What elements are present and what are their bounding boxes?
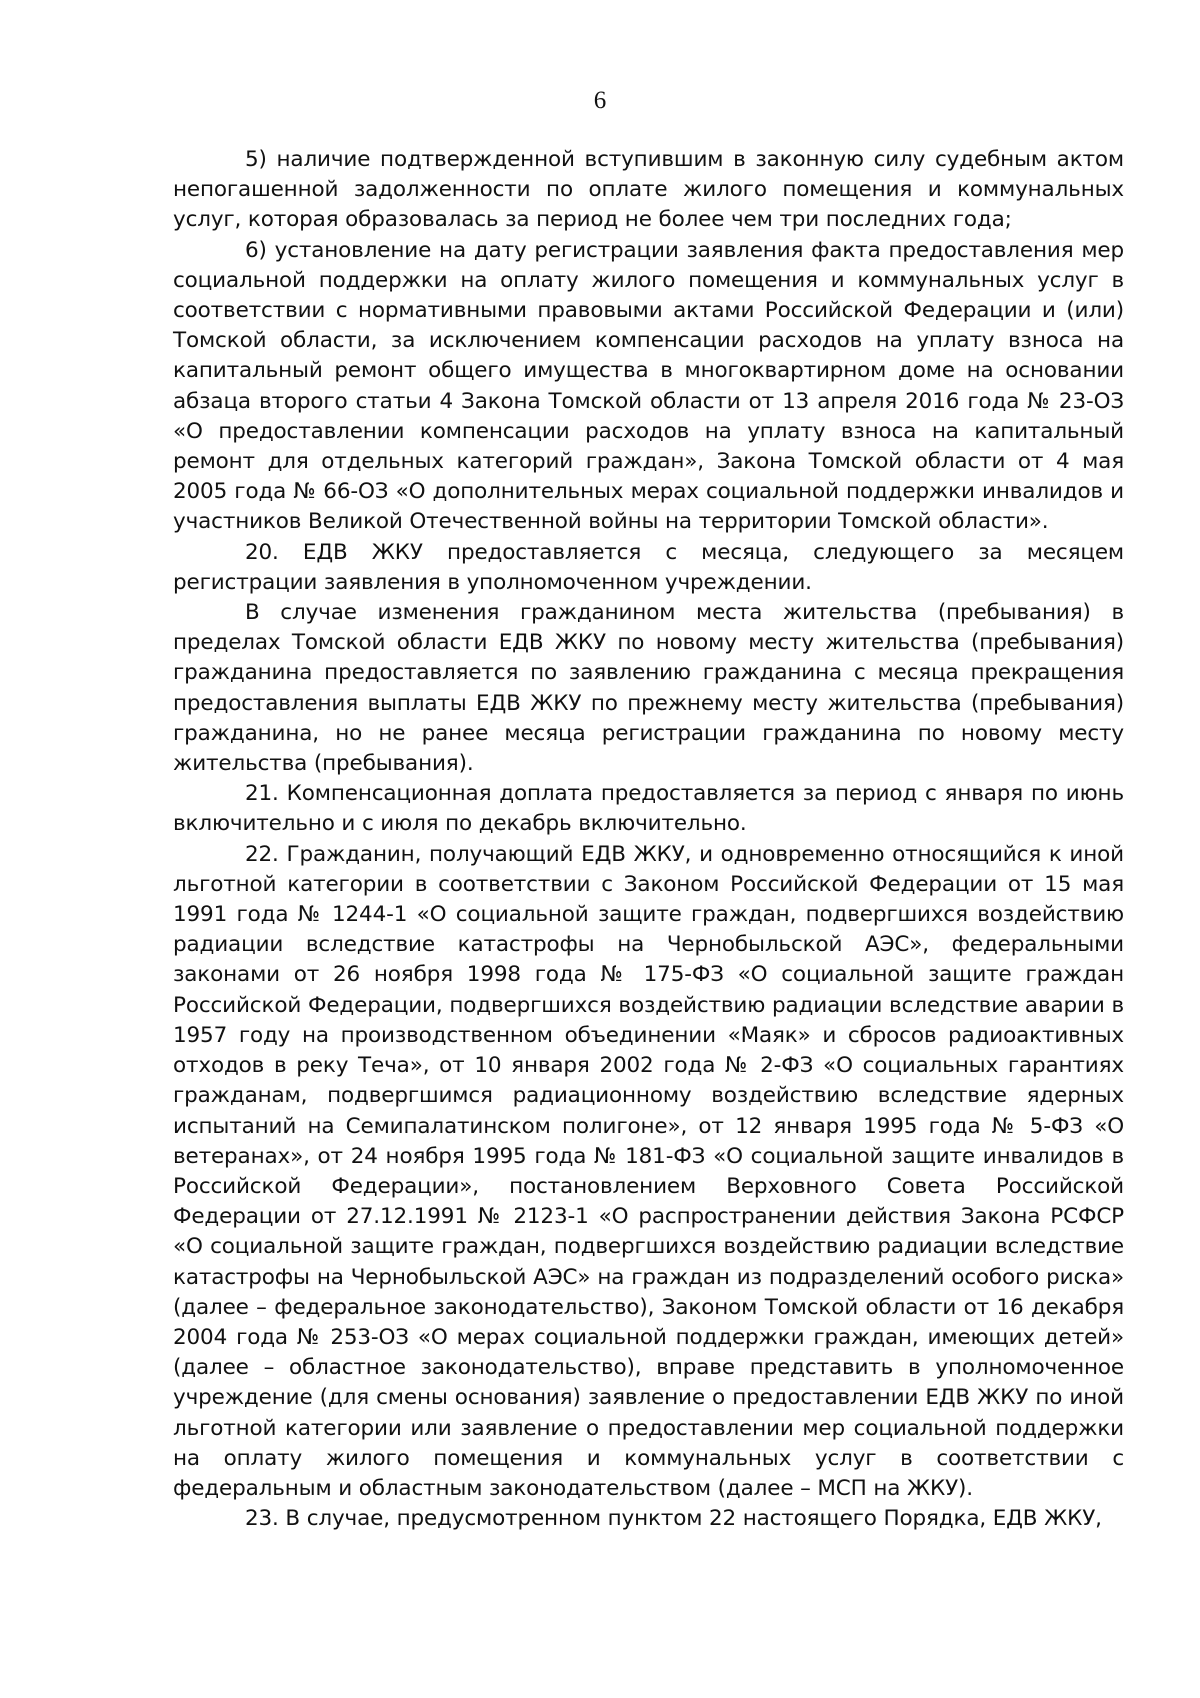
paragraph-clause-23: 23. В случае, предусмотренном пунктом 22 настоящего Порядка, ЕДВ ЖКУ, (245, 1506, 1102, 1532)
paragraph-item-5: 5) наличие подтвержденной вступившим в законную силу судебным актом непогашенной задолженности по оплате жилого помещения и коммунальных услуг, которая образовалась за период не более чем три последних года; (173, 147, 1124, 233)
paragraph-item-6: 6) установление на дату регистрации заявления факта предоставления мер социальной поддержки на оплату жилого помещения и коммунальных услуг в соответствии с нормативными правовыми актами Российской Федерации и (или) Томской области, за исключением компенсации расходов на уплату взноса на капитальный ремонт общего имущества в многоквартирном доме на основании абзаца второго статьи 4 Закона Томской области от 13 апреля 2016 года № 23-ОЗ «О предоставлении компенсации расходов на уплату взноса на капитальный ремонт для отдельных категорий граждан», Закона Томской области от 4 мая 2005 года № 66-ОЗ «О дополнительных мерах социальной поддержки инвалидов и участников Великой Отечественной войны на территории Томской области». (173, 237, 1124, 535)
paragraph-clause-22: 22. Гражданин, получающий ЕДВ ЖКУ, и одновременно относящийся к иной льготной категории в соответствии с Законом Российской Федерации от 15 мая 1991 года № 1244-1 «О социальной защите граждан, подвергшихся воздействию радиации вследствие катастрофы на Чернобыльской АЭС», федеральными законами от 26 ноября 1998 года № 175-ФЗ «О социальной защите граждан Российской Федерации, подвергшихся воздействию радиации вследствие аварии в 1957 году на производственном объединении «Маяк» и сбросов радиоактивных отходов в реку Теча», от 10 января 2002 года № 2-ФЗ «О социальных гарантиях гражданам, подвергшимся радиационному воздействию вследствие ядерных испытаний на Семипалатинском полигоне», от 12 января 1995 года № 5-ФЗ «О ветеранах», от 24 ноября 1995 года № 181-ФЗ «О социальной защите инвалидов в Российской Федерации», постановлением Верховного Совета Российской Федерации от 27.12.1991 № 2123-1 «О распространении действия Закона РСФСР «О социальной защите граждан, подвергшихся воздействию радиации вследствие катастрофы на Чернобыльской АЭС» на граждан из подразделений особого риска» (далее – федеральное законодательство), Законом Томской области от 16 декабря 2004 года № 253-ОЗ «О мерах социальной поддержки граждан, имеющих детей» (далее – областное законодательство), вправе представить в уполномоченное учреждение (для смены основания) заявление о предоставлении ЕДВ ЖКУ по иной льготной категории или заявление о предоставлении мер социальной поддержки на оплату жилого помещения и коммунальных услуг в соответствии с федеральным и областным законодательством (далее – МСП на ЖКУ). (173, 841, 1124, 1501)
paragraph-clause-21: 21. Компенсационная доплата предоставляется за период с января по июнь включительно и с июля по декабрь включительно. (173, 781, 1124, 837)
paragraph-clause-20: 20. ЕДВ ЖКУ предоставляется с месяца, следующего за месяцем регистрации заявления в уполномоченном учреждении. (173, 539, 1124, 595)
paragraph-residence-change: В случае изменения гражданином места жительства (пребывания) в пределах Томской области ЕДВ ЖКУ по новому месту жительства (пребывания) гражданина предоставляется по заявлению гражданина с месяца прекращения предоставления выплаты ЕДВ ЖКУ по прежнему месту жительства (пребывания) гражданина, но не ранее месяца регистрации гражданина по новому месту жительства (пребывания). (173, 600, 1124, 777)
page-number: 6 (593, 87, 607, 114)
document-body (173, 145, 1124, 1534)
